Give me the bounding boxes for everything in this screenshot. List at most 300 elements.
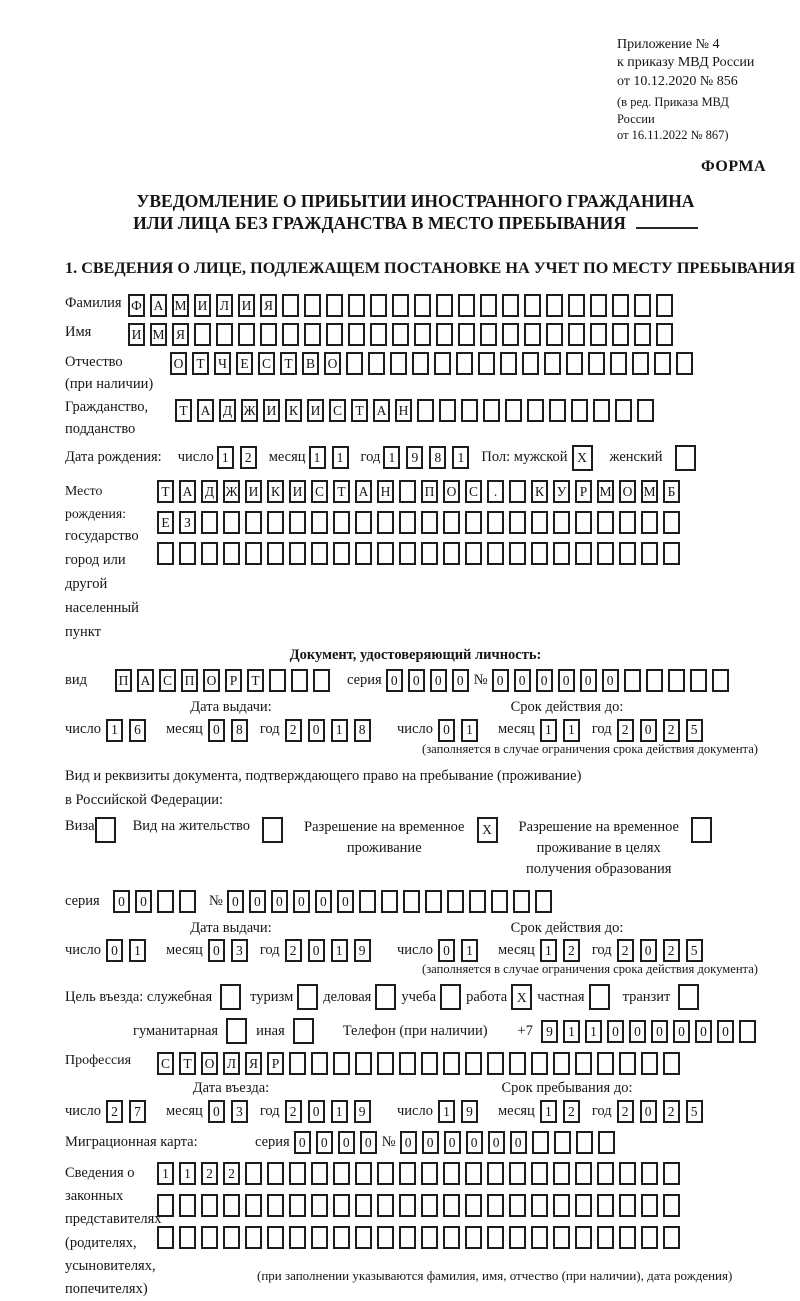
form-cell[interactable] xyxy=(641,511,658,534)
form-cell[interactable]: 0 xyxy=(386,669,403,692)
form-cell[interactable]: 9 xyxy=(461,1100,478,1123)
form-cell[interactable] xyxy=(348,323,365,346)
form-cell[interactable]: 1 xyxy=(461,939,478,962)
form-cell[interactable] xyxy=(483,399,500,422)
form-cell[interactable]: 0 xyxy=(430,669,447,692)
form-cell[interactable]: С xyxy=(157,1052,174,1075)
form-cell[interactable] xyxy=(500,352,517,375)
form-cell[interactable]: Т xyxy=(175,399,192,422)
form-cell[interactable] xyxy=(619,1052,636,1075)
form-cell[interactable]: А xyxy=(355,480,372,503)
form-cell[interactable]: 1 xyxy=(217,446,234,469)
form-cell[interactable] xyxy=(403,890,420,913)
form-cell[interactable] xyxy=(575,542,592,565)
form-cell[interactable] xyxy=(436,294,453,317)
form-cell[interactable] xyxy=(179,1226,196,1249)
form-cell[interactable] xyxy=(487,1194,504,1217)
form-cell[interactable]: А xyxy=(197,399,214,422)
form-cell[interactable]: С xyxy=(465,480,482,503)
form-cell[interactable] xyxy=(610,352,627,375)
form-cell[interactable]: У xyxy=(553,480,570,503)
form-cell[interactable]: 2 xyxy=(563,939,580,962)
form-cell[interactable] xyxy=(612,294,629,317)
form-cell[interactable] xyxy=(291,669,308,692)
form-cell[interactable] xyxy=(440,984,461,1010)
form-cell[interactable]: А xyxy=(137,669,154,692)
form-cell[interactable] xyxy=(377,1052,394,1075)
form-cell[interactable] xyxy=(641,542,658,565)
form-cell[interactable]: Ч xyxy=(214,352,231,375)
form-cell[interactable]: 0 xyxy=(271,890,288,913)
form-cell[interactable]: С xyxy=(159,669,176,692)
form-cell[interactable]: М xyxy=(150,323,167,346)
form-cell[interactable] xyxy=(223,542,240,565)
form-cell[interactable] xyxy=(368,352,385,375)
form-cell[interactable] xyxy=(304,323,321,346)
form-cell[interactable] xyxy=(553,1226,570,1249)
form-cell[interactable]: Н xyxy=(377,480,394,503)
form-cell[interactable] xyxy=(505,399,522,422)
form-cell[interactable] xyxy=(289,1052,306,1075)
form-cell[interactable]: 0 xyxy=(488,1131,505,1154)
form-cell[interactable] xyxy=(668,669,685,692)
form-cell[interactable] xyxy=(443,1194,460,1217)
form-cell[interactable]: 0 xyxy=(316,1131,333,1154)
form-cell[interactable] xyxy=(531,511,548,534)
form-cell[interactable] xyxy=(355,1052,372,1075)
form-cell[interactable]: 2 xyxy=(240,446,257,469)
form-cell[interactable] xyxy=(531,542,548,565)
form-cell[interactable]: М xyxy=(641,480,658,503)
form-cell[interactable] xyxy=(216,323,233,346)
form-cell[interactable] xyxy=(663,542,680,565)
form-cell[interactable] xyxy=(157,890,174,913)
form-cell[interactable] xyxy=(553,1194,570,1217)
form-cell[interactable] xyxy=(436,323,453,346)
form-cell[interactable]: 0 xyxy=(360,1131,377,1154)
form-cell[interactable]: 0 xyxy=(294,1131,311,1154)
form-cell[interactable] xyxy=(245,1194,262,1217)
form-cell[interactable]: А xyxy=(373,399,390,422)
form-cell[interactable] xyxy=(612,323,629,346)
form-cell[interactable] xyxy=(619,1162,636,1185)
form-cell[interactable] xyxy=(311,1226,328,1249)
form-cell[interactable] xyxy=(590,323,607,346)
form-cell[interactable]: М xyxy=(172,294,189,317)
form-cell[interactable] xyxy=(566,352,583,375)
form-cell[interactable] xyxy=(712,669,729,692)
form-cell[interactable] xyxy=(546,294,563,317)
form-cell[interactable] xyxy=(568,294,585,317)
form-cell[interactable]: Ж xyxy=(223,480,240,503)
form-cell[interactable] xyxy=(739,1020,756,1043)
form-cell[interactable] xyxy=(399,480,416,503)
form-cell[interactable] xyxy=(641,1162,658,1185)
form-cell[interactable]: З xyxy=(179,511,196,534)
form-cell[interactable]: 0 xyxy=(308,719,325,742)
form-cell[interactable]: 1 xyxy=(585,1020,602,1043)
form-cell[interactable]: 0 xyxy=(466,1131,483,1154)
form-cell[interactable] xyxy=(487,511,504,534)
form-cell[interactable] xyxy=(311,1052,328,1075)
form-cell[interactable] xyxy=(641,1052,658,1075)
form-cell[interactable] xyxy=(690,669,707,692)
form-cell[interactable] xyxy=(553,511,570,534)
form-cell[interactable] xyxy=(461,399,478,422)
form-cell[interactable]: Т xyxy=(179,1052,196,1075)
form-cell[interactable] xyxy=(412,352,429,375)
form-cell[interactable]: Е xyxy=(236,352,253,375)
form-cell[interactable] xyxy=(480,294,497,317)
form-cell[interactable] xyxy=(678,984,699,1010)
form-cell[interactable]: 2 xyxy=(663,719,680,742)
form-cell[interactable]: О xyxy=(170,352,187,375)
form-cell[interactable]: Р xyxy=(575,480,592,503)
form-cell[interactable]: В xyxy=(302,352,319,375)
form-cell[interactable] xyxy=(575,511,592,534)
form-cell[interactable]: 0 xyxy=(438,719,455,742)
form-cell[interactable]: О xyxy=(619,480,636,503)
form-cell[interactable] xyxy=(297,984,318,1010)
form-cell[interactable] xyxy=(333,511,350,534)
form-cell[interactable] xyxy=(465,1052,482,1075)
form-cell[interactable]: С xyxy=(311,480,328,503)
form-cell[interactable] xyxy=(399,1194,416,1217)
form-cell[interactable]: X xyxy=(511,984,532,1010)
form-cell[interactable]: Т xyxy=(351,399,368,422)
form-cell[interactable] xyxy=(434,352,451,375)
form-cell[interactable] xyxy=(509,1226,526,1249)
form-cell[interactable]: 0 xyxy=(422,1131,439,1154)
form-cell[interactable] xyxy=(348,294,365,317)
form-cell[interactable] xyxy=(597,1226,614,1249)
form-cell[interactable] xyxy=(513,890,530,913)
form-cell[interactable]: С xyxy=(329,399,346,422)
form-cell[interactable] xyxy=(487,1226,504,1249)
form-cell[interactable]: 0 xyxy=(640,939,657,962)
form-cell[interactable] xyxy=(637,399,654,422)
form-cell[interactable] xyxy=(588,352,605,375)
form-cell[interactable]: 1 xyxy=(179,1162,196,1185)
form-cell[interactable] xyxy=(223,1226,240,1249)
form-cell[interactable] xyxy=(531,1194,548,1217)
form-cell[interactable] xyxy=(480,323,497,346)
form-cell[interactable] xyxy=(201,542,218,565)
form-cell[interactable]: 0 xyxy=(558,669,575,692)
form-cell[interactable]: Я xyxy=(172,323,189,346)
form-cell[interactable] xyxy=(201,1194,218,1217)
form-cell[interactable] xyxy=(465,511,482,534)
form-cell[interactable]: 0 xyxy=(338,1131,355,1154)
form-cell[interactable] xyxy=(663,511,680,534)
form-cell[interactable]: А xyxy=(150,294,167,317)
form-cell[interactable]: О xyxy=(201,1052,218,1075)
form-cell[interactable]: О xyxy=(443,480,460,503)
form-cell[interactable]: 1 xyxy=(452,446,469,469)
form-cell[interactable]: 0 xyxy=(135,890,152,913)
form-cell[interactable]: 2 xyxy=(285,939,302,962)
form-cell[interactable] xyxy=(443,511,460,534)
form-cell[interactable] xyxy=(597,1052,614,1075)
form-cell[interactable] xyxy=(421,1162,438,1185)
form-cell[interactable] xyxy=(443,542,460,565)
form-cell[interactable] xyxy=(392,323,409,346)
form-cell[interactable]: 2 xyxy=(663,939,680,962)
form-cell[interactable] xyxy=(245,542,262,565)
form-cell[interactable]: 0 xyxy=(208,719,225,742)
form-cell[interactable]: 1 xyxy=(129,939,146,962)
form-cell[interactable] xyxy=(267,1162,284,1185)
form-cell[interactable] xyxy=(289,1226,306,1249)
form-cell[interactable] xyxy=(465,542,482,565)
form-cell[interactable] xyxy=(201,1226,218,1249)
form-cell[interactable]: X xyxy=(572,445,593,471)
form-cell[interactable] xyxy=(597,1162,614,1185)
form-cell[interactable] xyxy=(615,399,632,422)
form-cell[interactable]: 1 xyxy=(157,1162,174,1185)
form-cell[interactable]: 0 xyxy=(293,890,310,913)
form-cell[interactable] xyxy=(245,1226,262,1249)
form-cell[interactable] xyxy=(421,1194,438,1217)
form-cell[interactable] xyxy=(531,1162,548,1185)
form-cell[interactable] xyxy=(575,1226,592,1249)
form-cell[interactable]: 0 xyxy=(106,939,123,962)
form-cell[interactable]: Е xyxy=(157,511,174,534)
form-cell[interactable] xyxy=(589,984,610,1010)
form-cell[interactable] xyxy=(663,1162,680,1185)
form-cell[interactable] xyxy=(576,1131,593,1154)
form-cell[interactable]: А xyxy=(179,480,196,503)
form-cell[interactable] xyxy=(421,511,438,534)
form-cell[interactable]: 0 xyxy=(607,1020,624,1043)
form-cell[interactable]: 0 xyxy=(629,1020,646,1043)
form-cell[interactable] xyxy=(487,1162,504,1185)
form-cell[interactable] xyxy=(417,399,434,422)
form-cell[interactable] xyxy=(553,1162,570,1185)
form-cell[interactable] xyxy=(414,294,431,317)
form-cell[interactable] xyxy=(267,1226,284,1249)
form-cell[interactable] xyxy=(289,511,306,534)
form-cell[interactable] xyxy=(333,1052,350,1075)
form-cell[interactable] xyxy=(359,890,376,913)
form-cell[interactable] xyxy=(509,1194,526,1217)
form-cell[interactable] xyxy=(179,890,196,913)
form-cell[interactable]: О xyxy=(324,352,341,375)
form-cell[interactable]: 0 xyxy=(602,669,619,692)
form-cell[interactable] xyxy=(575,1052,592,1075)
form-cell[interactable] xyxy=(311,511,328,534)
form-cell[interactable]: 2 xyxy=(106,1100,123,1123)
form-cell[interactable]: 0 xyxy=(308,939,325,962)
form-cell[interactable]: 1 xyxy=(438,1100,455,1123)
form-cell[interactable] xyxy=(491,890,508,913)
form-cell[interactable]: 1 xyxy=(540,939,557,962)
form-cell[interactable] xyxy=(439,399,456,422)
form-cell[interactable]: 0 xyxy=(400,1131,417,1154)
form-cell[interactable]: 0 xyxy=(249,890,266,913)
form-cell[interactable]: Д xyxy=(219,399,236,422)
form-cell[interactable]: М xyxy=(597,480,614,503)
form-cell[interactable] xyxy=(377,1162,394,1185)
form-cell[interactable]: 0 xyxy=(227,890,244,913)
form-cell[interactable] xyxy=(509,480,526,503)
form-cell[interactable] xyxy=(465,1194,482,1217)
form-cell[interactable] xyxy=(326,294,343,317)
form-cell[interactable] xyxy=(531,1052,548,1075)
form-cell[interactable]: 5 xyxy=(686,719,703,742)
form-cell[interactable]: 0 xyxy=(337,890,354,913)
form-cell[interactable] xyxy=(245,1162,262,1185)
form-cell[interactable]: Р xyxy=(267,1052,284,1075)
form-cell[interactable]: 0 xyxy=(640,719,657,742)
form-cell[interactable]: 5 xyxy=(686,1100,703,1123)
form-cell[interactable]: Ж xyxy=(241,399,258,422)
form-cell[interactable] xyxy=(333,1226,350,1249)
form-cell[interactable] xyxy=(634,294,651,317)
form-cell[interactable] xyxy=(458,294,475,317)
form-cell[interactable] xyxy=(399,511,416,534)
form-cell[interactable]: 0 xyxy=(492,669,509,692)
form-cell[interactable]: 0 xyxy=(408,669,425,692)
form-cell[interactable]: Ф xyxy=(128,294,145,317)
form-cell[interactable] xyxy=(571,399,588,422)
form-cell[interactable] xyxy=(425,890,442,913)
form-cell[interactable] xyxy=(289,542,306,565)
form-cell[interactable] xyxy=(304,294,321,317)
form-cell[interactable] xyxy=(619,1226,636,1249)
form-cell[interactable] xyxy=(443,1226,460,1249)
form-cell[interactable] xyxy=(179,542,196,565)
form-cell[interactable] xyxy=(269,669,286,692)
form-cell[interactable]: 2 xyxy=(223,1162,240,1185)
form-cell[interactable] xyxy=(641,1226,658,1249)
form-cell[interactable] xyxy=(634,323,651,346)
form-cell[interactable]: 1 xyxy=(331,719,348,742)
form-cell[interactable]: И xyxy=(194,294,211,317)
form-cell[interactable]: И xyxy=(245,480,262,503)
form-cell[interactable] xyxy=(157,1226,174,1249)
form-cell[interactable]: 9 xyxy=(354,1100,371,1123)
form-cell[interactable]: 6 xyxy=(129,719,146,742)
form-cell[interactable] xyxy=(443,1162,460,1185)
form-cell[interactable]: 2 xyxy=(285,719,302,742)
form-cell[interactable]: 2 xyxy=(617,939,634,962)
form-cell[interactable]: Я xyxy=(245,1052,262,1075)
form-cell[interactable]: И xyxy=(263,399,280,422)
form-cell[interactable]: П xyxy=(181,669,198,692)
form-cell[interactable] xyxy=(598,1131,615,1154)
form-cell[interactable] xyxy=(663,1194,680,1217)
form-cell[interactable] xyxy=(597,542,614,565)
form-cell[interactable] xyxy=(524,294,541,317)
form-cell[interactable]: 1 xyxy=(383,446,400,469)
form-cell[interactable]: Т xyxy=(247,669,264,692)
form-cell[interactable] xyxy=(355,1194,372,1217)
form-cell[interactable] xyxy=(675,445,696,471)
form-cell[interactable]: 0 xyxy=(315,890,332,913)
form-cell[interactable]: 1 xyxy=(563,1020,580,1043)
form-cell[interactable]: Т xyxy=(157,480,174,503)
form-cell[interactable] xyxy=(676,352,693,375)
form-cell[interactable] xyxy=(262,817,283,843)
form-cell[interactable]: 1 xyxy=(332,446,349,469)
form-cell[interactable]: 9 xyxy=(354,939,371,962)
form-cell[interactable] xyxy=(421,1052,438,1075)
form-cell[interactable] xyxy=(355,542,372,565)
form-cell[interactable] xyxy=(355,1226,372,1249)
form-cell[interactable] xyxy=(223,1194,240,1217)
form-cell[interactable] xyxy=(465,1162,482,1185)
form-cell[interactable]: 2 xyxy=(201,1162,218,1185)
form-cell[interactable] xyxy=(624,669,641,692)
form-cell[interactable] xyxy=(375,984,396,1010)
form-cell[interactable]: 0 xyxy=(695,1020,712,1043)
form-cell[interactable]: 9 xyxy=(406,446,423,469)
form-cell[interactable] xyxy=(355,1162,372,1185)
form-cell[interactable] xyxy=(311,1194,328,1217)
form-cell[interactable] xyxy=(509,511,526,534)
form-cell[interactable] xyxy=(509,542,526,565)
form-cell[interactable] xyxy=(238,323,255,346)
form-cell[interactable] xyxy=(663,1226,680,1249)
form-cell[interactable]: 1 xyxy=(106,719,123,742)
form-cell[interactable] xyxy=(691,817,712,843)
form-cell[interactable] xyxy=(421,1226,438,1249)
form-cell[interactable] xyxy=(502,323,519,346)
form-cell[interactable] xyxy=(333,1194,350,1217)
form-cell[interactable]: 0 xyxy=(452,669,469,692)
form-cell[interactable] xyxy=(502,294,519,317)
form-cell[interactable] xyxy=(355,511,372,534)
form-cell[interactable] xyxy=(487,542,504,565)
form-cell[interactable] xyxy=(509,1162,526,1185)
form-cell[interactable] xyxy=(597,1194,614,1217)
form-cell[interactable] xyxy=(194,323,211,346)
form-cell[interactable] xyxy=(458,323,475,346)
form-cell[interactable] xyxy=(478,352,495,375)
form-cell[interactable]: 1 xyxy=(540,719,557,742)
form-cell[interactable] xyxy=(333,542,350,565)
form-cell[interactable]: 0 xyxy=(640,1100,657,1123)
form-cell[interactable] xyxy=(326,323,343,346)
form-cell[interactable] xyxy=(568,323,585,346)
form-cell[interactable]: 1 xyxy=(540,1100,557,1123)
form-cell[interactable] xyxy=(619,511,636,534)
form-cell[interactable]: 1 xyxy=(331,1100,348,1123)
form-cell[interactable]: 0 xyxy=(673,1020,690,1043)
form-cell[interactable] xyxy=(535,890,552,913)
form-cell[interactable] xyxy=(527,399,544,422)
form-cell[interactable] xyxy=(260,323,277,346)
form-cell[interactable] xyxy=(346,352,363,375)
form-cell[interactable] xyxy=(245,511,262,534)
form-cell[interactable]: О xyxy=(203,669,220,692)
form-cell[interactable] xyxy=(524,323,541,346)
form-cell[interactable] xyxy=(377,542,394,565)
form-cell[interactable] xyxy=(632,352,649,375)
form-cell[interactable]: 0 xyxy=(717,1020,734,1043)
form-cell[interactable]: Р xyxy=(225,669,242,692)
form-cell[interactable] xyxy=(590,294,607,317)
form-cell[interactable] xyxy=(157,542,174,565)
form-cell[interactable]: 0 xyxy=(514,669,531,692)
form-cell[interactable] xyxy=(377,511,394,534)
form-cell[interactable]: Л xyxy=(223,1052,240,1075)
form-cell[interactable]: 3 xyxy=(231,939,248,962)
form-cell[interactable] xyxy=(656,294,673,317)
form-cell[interactable] xyxy=(267,1194,284,1217)
form-cell[interactable] xyxy=(553,542,570,565)
